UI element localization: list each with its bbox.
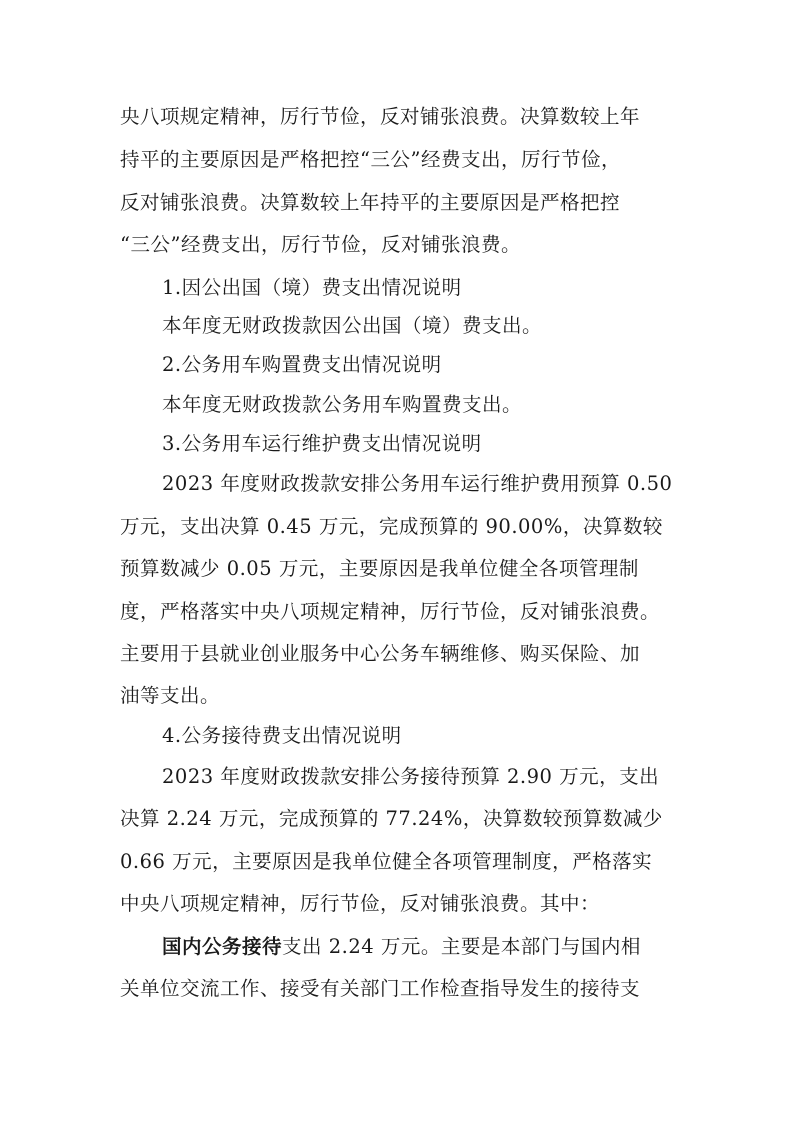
paragraph-line: 度，严格落实中央八项规定精神，厉行节俭，反对铺张浪费。 bbox=[120, 600, 661, 623]
paragraph-line: 2023 年度财政拨款安排公务接待预算 2.90 万元，支出 bbox=[162, 765, 660, 788]
section-heading-reception: 4.公务接待费支出情况说明 bbox=[162, 724, 402, 747]
paragraph-line: 万元，支出决算 0.45 万元，完成预算的 90.00%，决算数较 bbox=[120, 515, 663, 538]
paragraph-line: 持平的主要原因是严格把控“三公”经费支出，厉行节俭， bbox=[120, 148, 621, 171]
section-heading-vehicle-purchase: 2.公务用车购置费支出情况说明 bbox=[162, 353, 442, 376]
domestic-reception-text: 支出 2.24 万元。主要是本部门与国内相 bbox=[282, 935, 641, 958]
section-body-overseas: 本年度无财政拨款因公出国（境）费支出。 bbox=[162, 314, 543, 337]
paragraph-line: 反对铺张浪费。决算数较上年持平的主要原因是严格把控 bbox=[120, 191, 621, 214]
paragraph-line: 央八项规定精神，厉行节俭，反对铺张浪费。决算数较上年 bbox=[120, 105, 641, 128]
paragraph-line: 2023 年度财政拨款安排公务用车运行维护费用预算 0.50 bbox=[162, 472, 673, 495]
paragraph-line: 决算 2.24 万元，完成预算的 77.24%，决算数较预算数减少 bbox=[120, 807, 663, 830]
paragraph-line: 主要用于县就业创业服务中心公务车辆维修、购买保险、加 bbox=[120, 642, 641, 665]
section-heading-vehicle-maintenance: 3.公务用车运行维护费支出情况说明 bbox=[162, 432, 482, 455]
section-body-vehicle-purchase: 本年度无财政拨款公务用车购置费支出。 bbox=[162, 393, 523, 416]
paragraph-line: “三公”经费支出，厉行节俭，反对铺张浪费。 bbox=[120, 233, 521, 256]
domestic-reception-line bbox=[162, 934, 641, 960]
paragraph-line: 中央八项规定精神，厉行节俭，反对铺张浪费。其中： bbox=[120, 892, 601, 915]
paragraph-line: 0.66 万元，主要原因是我单位健全各项管理制度，严格落实 bbox=[120, 850, 653, 873]
paragraph-line: 预算数减少 0.05 万元，主要原因是我单位健全各项管理制 bbox=[120, 557, 639, 580]
section-heading-overseas: 1.因公出国（境）费支出情况说明 bbox=[162, 276, 462, 299]
domestic-reception-label: 国内公务接待 bbox=[162, 935, 283, 958]
paragraph-line: 关单位交流工作、接受有关部门工作检查指导发生的接待支 bbox=[120, 977, 641, 1000]
paragraph-line: 油等支出。 bbox=[120, 684, 221, 707]
